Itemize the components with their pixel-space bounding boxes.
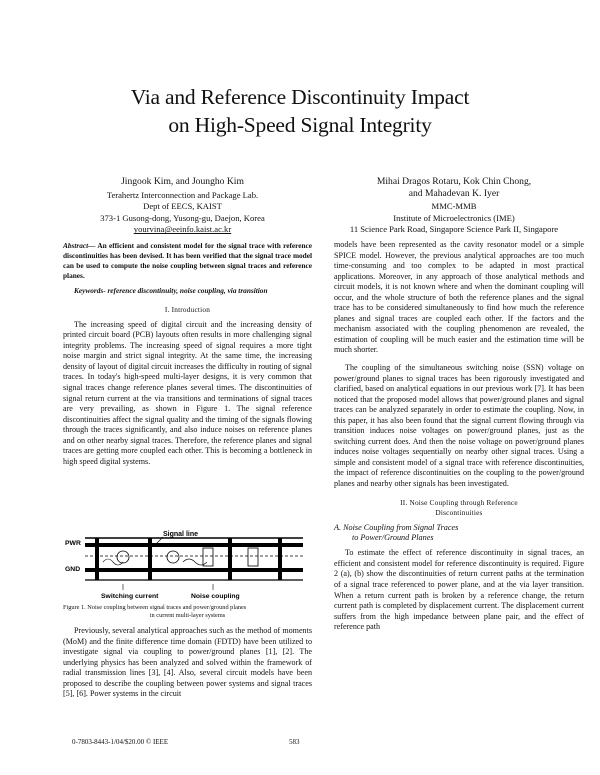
affiliation-line: Terahertz Interconnection and Package Lab. <box>106 189 259 200</box>
affiliation-line: 11 Science Park Road, Singapore Science Park II, Singapore <box>349 224 559 235</box>
affiliation-line: 373-1 Gusong-dong, Yusong-gu, Daejon, Korea <box>100 212 265 223</box>
affiliation-line: MMC-MMB <box>431 201 477 212</box>
author-names-right: and Mahadevan K. Iyer <box>408 187 500 199</box>
via <box>95 538 99 580</box>
signal-line-label: Signal line <box>163 531 199 538</box>
via <box>228 538 232 580</box>
subsection-heading-line: A. Noise Coupling from Signal Traces <box>334 523 459 533</box>
paper-title <box>60 83 540 139</box>
via <box>148 538 152 580</box>
author-email[interactable]: yourvina@eeinfo.kaist.ac.kr <box>133 224 232 235</box>
title-line-1: Via and Reference Discontinuity Impact <box>130 85 470 109</box>
subsection-heading-line: to Power/Ground Planes <box>352 533 434 543</box>
noise-coupling-label: Noise coupling <box>191 593 240 600</box>
abstract-label: Abstract— <box>63 241 96 250</box>
figure-1 <box>63 528 312 600</box>
affiliation-line: Institute of Microelectronics (IME) <box>393 212 515 223</box>
author-names-left: Jingook Kim, and Joungho Kim <box>121 176 244 187</box>
author-names-right: Mihai Dragos Rotaru, Kok Chin Chong, <box>376 176 532 187</box>
footer-page-number: 583 <box>289 738 300 746</box>
intro-paragraph-2 <box>63 626 312 700</box>
right-column <box>334 240 584 633</box>
author-block-right <box>318 176 590 236</box>
caption-line: in current multi-layer systems <box>149 612 226 619</box>
affiliation-line: Dept of EECS, KAIST <box>143 201 222 212</box>
footer-copyright: 0-7803-8443-1/04/$20.00 © IEEE <box>72 738 169 746</box>
intro-paragraph-1: The increasing speed of digital circuit and the increasing density of printed circuit board (PCB) layouts often results in more challenging signal integrity problems. The increasing speed of signal requires a more tight noise margin and strict signal integrity. At the same time, the increasing density of layout of digital circuit increases the difficulty in routing of signal traces. In today's high-speed multi-layer designs, it is very common that signal traces change reference planes several times. The discontinuities of signal return current at the via transitions and terminations of signal traces are very prevailing, as shown in Figure 1. The signal reference discontinuities affect the signal quality and the timing of the signals flowing through the traces significantly, and also induce noises on reference planes and on other nearby signal traces. Therefore, the reference planes and signal traces are getting more coupled each other. This is becoming a bottleneck in high speed digital systems. <box>63 319 312 466</box>
subsection-heading-a <box>334 523 584 543</box>
right-paragraph-2: The coupling of the simultaneous switching noise (SSN) voltage on power/ground planes to signal traces has been rigorously investigated and clarified, based on analytical equations in our previous work [7]. It has been noticed that the proposed model allows that power/ground planes and signal traces can be analyzed separately in order to estimate the coupling. Now, in this paper, it has also been found that the signal current flowing through via transition induces noise voltages on power/ground planes, just as the switching current does. And then the noise voltage on power/ground planes induces noise voltages sequentially on nearby other signal traces. Using a simple and consistent model of a signal trace with reference discontinuities, the impact of reference discontinuities on the coupling to the power/ground planes and nearby other signals has been investigated. <box>334 363 584 489</box>
right-paragraph-3: To estimate the effect of reference discontinuity in signal traces, an efficient and consistent model for reference discontinuity is required. Figure 2 (a), (b) show the discontinuities of return current paths at the termination of a signal trace referenced to power plane, and at the via layer transition. When a return current path is broken by a reference change, the return current path is completed by displacement current. The displacement current suffers from the high impedance between plane pair, and the effect of reference path <box>334 548 584 632</box>
caption-line: Figure 1. Noise coupling between signal traces and power/ground planes <box>63 604 247 611</box>
chip-symbol <box>203 548 213 566</box>
ground-plane <box>85 568 303 572</box>
figure-1-diagram <box>63 528 312 600</box>
via <box>278 538 282 580</box>
intro-paragraph-2-text: Previously, several analytical approaches such as the method of moments (MoM) and the finite difference time domain (FDTD) have been utilized to investigate signal via coupling to power/ground planes [1], [2]. The underlying physics has been analyzed and solved within the framework of radial transmission lines [3], [4]. Also, several circuit models have been proposed to describe the coupling between power systems and signal traces [5], [6]. Power systems in the circuit <box>63 626 312 699</box>
right-paragraph-1: models have been represented as the cavity resonator model or a simple SPICE model. However, the previous analytical approaches are too much time-consuming and too complex to be adapted in most practical applications. Moreover, in any approach of those analytical methods and circuit models, it is not known where and when the dominant coupling will occur, and the whole structure of both the reference planes and the signal trace has to be considered simultaneously to find how much the reference planes and signal traces are coupled each other. If the factors and the mechanism associated with the coupling phenomenon are revealed, the estimation of coupling will be much easier and the estimation time will be much shorter. <box>334 240 584 355</box>
section-heading-line: II. Noise Coupling through Reference <box>400 497 518 507</box>
abstract <box>63 241 312 281</box>
section-heading-2 <box>334 498 584 518</box>
switching-current-label: Switching current <box>101 593 159 600</box>
figure-1-caption <box>63 604 312 620</box>
keywords: Keywords- reference discontinuity, noise coupling, via transition <box>74 285 268 295</box>
current-source-symbol <box>167 551 179 563</box>
current-source-symbol <box>117 551 129 563</box>
chip-symbol <box>248 548 258 566</box>
author-block-left <box>55 176 310 236</box>
power-plane <box>85 543 303 547</box>
pwr-label: PWR <box>65 540 81 547</box>
gnd-label: GND <box>65 566 81 573</box>
title-line-2: on High-Speed Signal Integrity <box>168 113 432 137</box>
section-heading-introduction: I. Introduction <box>164 304 211 314</box>
abstract-text: An efficient and consistent model for the signal trace with reference discontinuities has been devised. It has been verified that the signal trace model can be used to compute the noise coupling between signal traces and reference planes. <box>63 241 312 280</box>
section-heading-line: Discontinuities <box>435 507 483 517</box>
left-column-top <box>63 241 312 467</box>
